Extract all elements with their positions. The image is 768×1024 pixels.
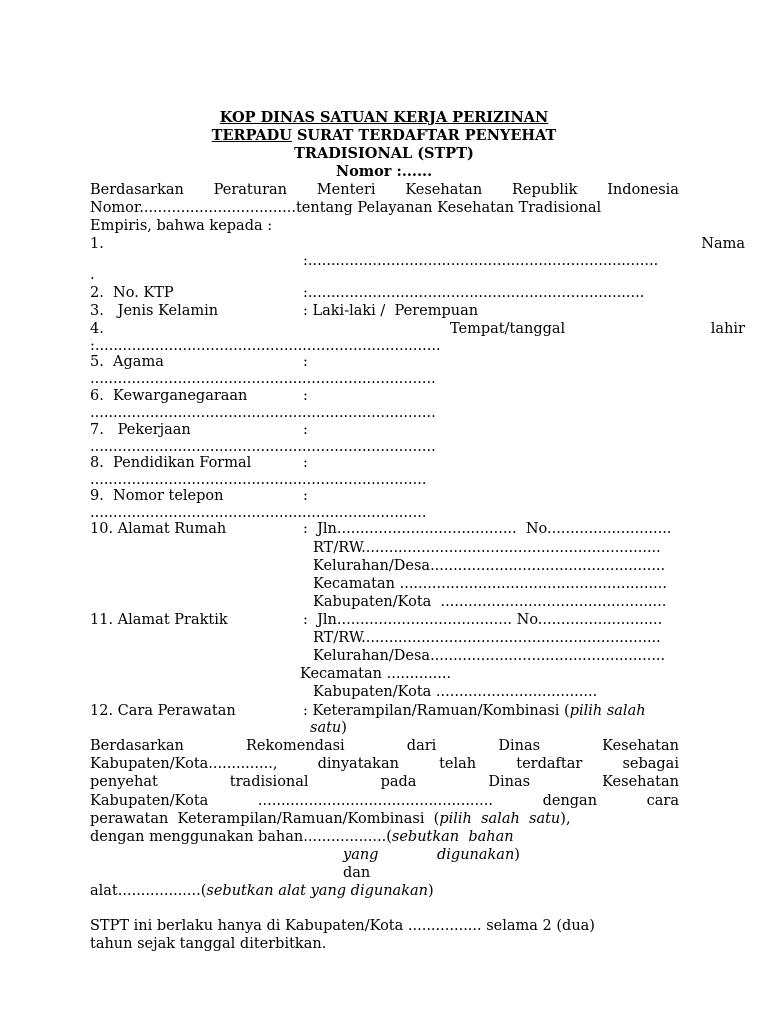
field-10-rtrw: RT/RW................................................................. <box>313 540 661 556</box>
rekom-line4: Kabupaten/Kota ................................................... dengan cara <box>90 793 679 809</box>
field-11-kecamatan: Kecamatan .............. <box>300 666 452 682</box>
field-1-label: Nama <box>701 236 745 252</box>
rekom-line6: dengan menggunakan bahan..................(sebutkan bahan <box>90 829 514 845</box>
field-7-colon: : <box>303 422 308 438</box>
field-10-kabupaten: Kabupaten/Kota ................................................. <box>313 594 667 610</box>
rekom-line7a: yang <box>343 847 379 863</box>
header-title-line2: TERPADU SURAT TERDAFTAR PENYEHAT <box>211 127 557 144</box>
field-10-kelurahan: Kelurahan/Desa................................................... <box>313 558 666 574</box>
rekom-line1: Berdasarkan Rekomendasi dari Dinas Kesehatan <box>90 738 679 754</box>
field-12-value-cont: satu) <box>310 720 347 736</box>
field-12-label: 12. Cara Perawatan <box>90 703 236 719</box>
field-1-number: 1. <box>90 236 104 252</box>
rekom-line8: dan <box>343 865 371 881</box>
nomor: Nomor :...... <box>335 163 433 180</box>
field-1-dots: :............................................................................ <box>303 253 659 269</box>
intro-line2: Nomor..................................tentang Pelayanan Kesehatan Tradisional <box>90 200 602 216</box>
rekom-line2: Kabupaten/Kota.............., dinyatakan telah terdaftar sebagai <box>90 756 679 772</box>
field-10-kecamatan: Kecamatan .......................................................... <box>313 576 667 592</box>
field-11-label: 11. Alamat Praktik <box>90 612 228 628</box>
field-4-dots: :........................................................................... <box>90 338 441 354</box>
footer-line1: STPT ini berlaku hanya di Kabupaten/Kota ................ selama 2 (dua) <box>90 918 595 934</box>
field-1-dots-cont: . <box>90 267 95 283</box>
field-3-value: : Laki-laki / Perempuan <box>303 303 479 319</box>
field-10-jln: : Jln....................................... No........................... <box>303 521 672 537</box>
header-title-line1: KOP DINAS SATUAN KERJA PERIZINAN <box>219 109 549 126</box>
field-8-label: 8. Pendidikan Formal <box>90 455 252 471</box>
field-3-label: 3. Jenis Kelamin <box>90 303 219 319</box>
field-6-dots: ........................................................................... <box>90 405 436 421</box>
field-7-label: 7. Pekerjaan <box>90 422 191 438</box>
rekom-line9: alat..................(sebutkan alat yang digunakan) <box>90 883 434 899</box>
field-6-label: 6. Kewarganegaraan <box>90 388 248 404</box>
field-7-dots: ........................................................................... <box>90 439 436 455</box>
field-10-label: 10. Alamat Rumah <box>90 521 227 537</box>
field-9-colon: : <box>303 488 308 504</box>
field-6-colon: : <box>303 388 308 404</box>
field-5-colon: : <box>303 354 308 370</box>
field-8-colon: : <box>303 455 308 471</box>
field-4-label-end: lahir <box>710 321 745 337</box>
field-2-value: :......................................................................... <box>303 285 645 301</box>
rekom-line3: penyehat tradisional pada Dinas Kesehatan <box>90 774 679 790</box>
field-4-number: 4. <box>90 321 104 337</box>
rekom-line5: perawatan Keterampilan/Ramuan/Kombinasi (pilih salah satu), <box>90 811 571 827</box>
field-4-label: Tempat/tanggal <box>450 321 566 337</box>
intro-line3: Empiris, bahwa kepada : <box>90 218 273 234</box>
rekom-line7b: digunakan) <box>437 847 520 863</box>
intro-line1: Berdasarkan Peraturan Menteri Kesehatan Republik Indonesia <box>90 182 679 198</box>
field-5-label: 5. Agama <box>90 354 164 370</box>
field-11-kelurahan: Kelurahan/Desa................................................... <box>313 648 666 664</box>
footer-line2: tahun sejak tanggal diterbitkan. <box>90 936 327 952</box>
header-title-line3: TRADISIONAL (STPT) <box>294 145 474 162</box>
field-11-jln: : Jln...................................... No........................... <box>303 612 663 628</box>
field-11-kabupaten: Kabupaten/Kota ................................... <box>313 684 598 700</box>
field-8-dots: ......................................................................... <box>90 472 427 488</box>
field-11-rtrw: RT/RW................................................................. <box>313 630 661 646</box>
field-9-label: 9. Nomor telepon <box>90 488 224 504</box>
field-2-label: 2. No. KTP <box>90 285 174 301</box>
field-9-dots: ......................................................................... <box>90 505 427 521</box>
field-12-value: : Keterampilan/Ramuan/Kombinasi (pilih salah <box>303 703 646 719</box>
field-5-dots: ........................................................................... <box>90 371 436 387</box>
